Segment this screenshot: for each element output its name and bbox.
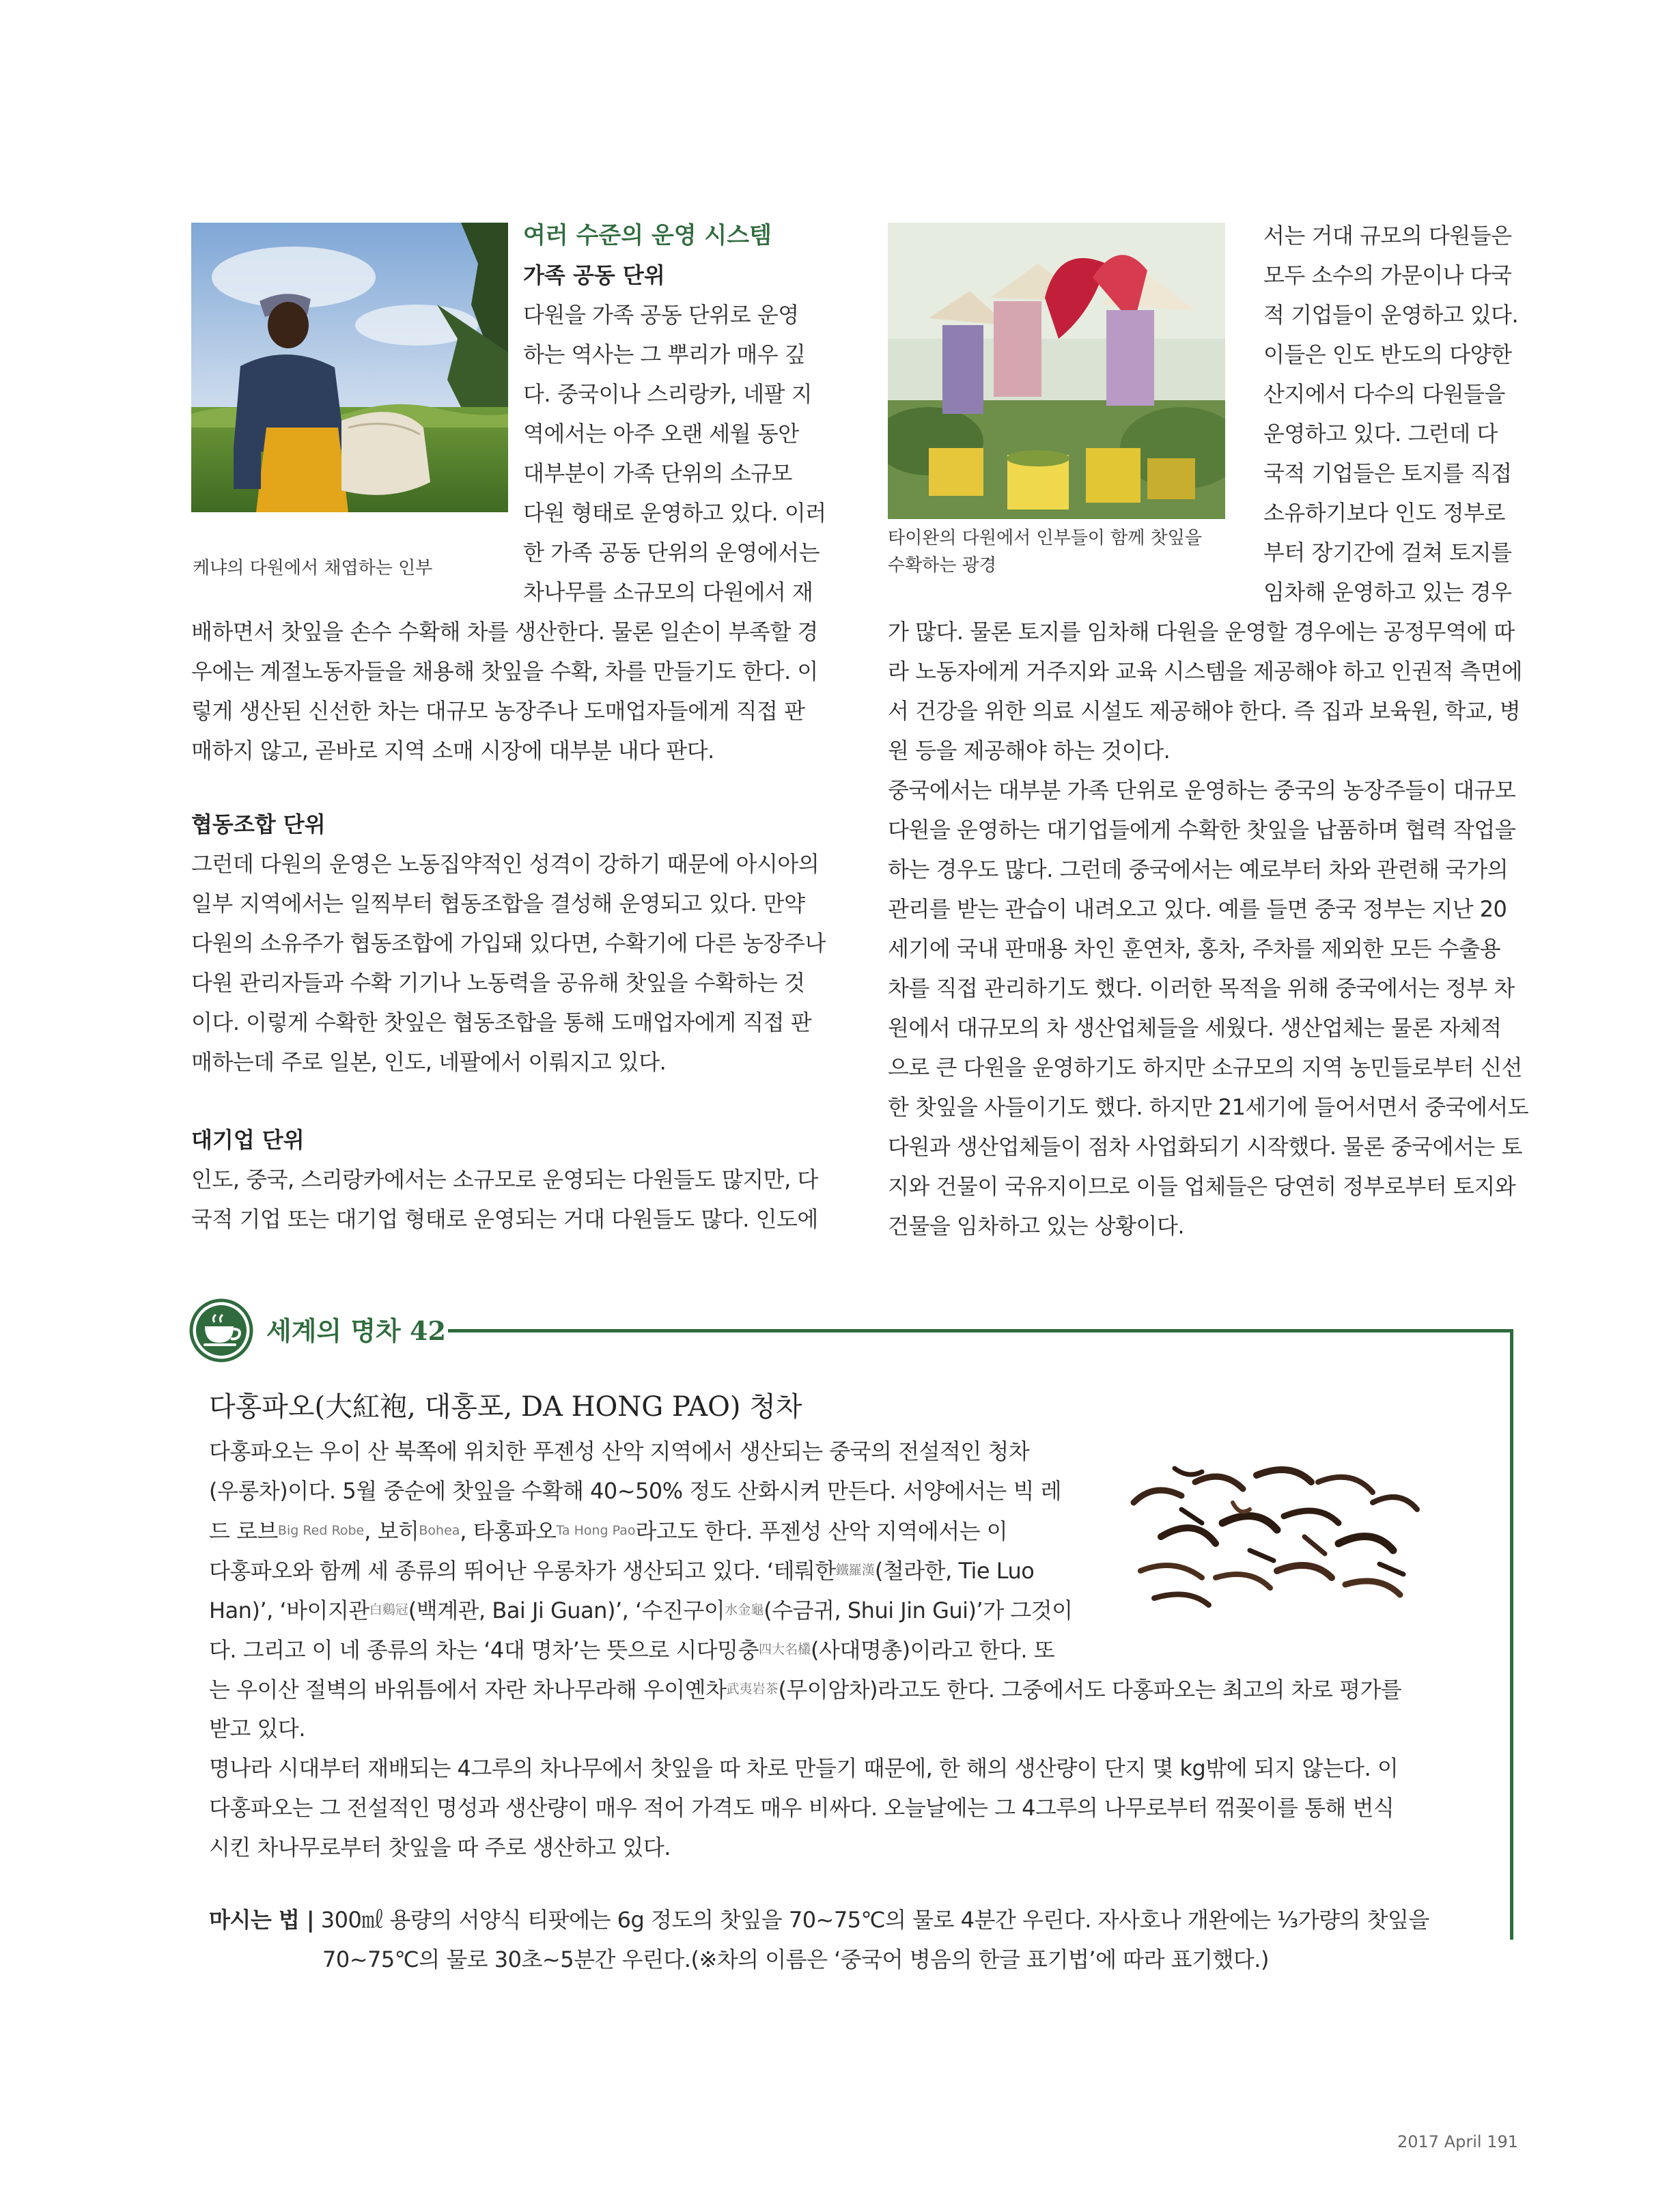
section-title: 여러 수준의 운영 시스템 bbox=[523, 222, 772, 249]
coop-unit-text: 그런데 다원의 운영은 노동집약적인 성격이 강하기 때문에 아시아의 일부 지역에서는 일찍부터 협동조합을 결성해 운영되고 있다. 만약 다원의 소유주가 협동조합에 가입돼 있다면, 수확기에 다른 농장주나 다원 관리자들과 수확 기기나 노동력을 공유해 찻잎을 수확하는 것 이다. 이렇게 수확한 찻잎은 협동조합을 통해 도매업자에게 직접 판 매하는데 주로 일본, 인도, 네팔에서 이뤄지고 있다. bbox=[191, 851, 826, 1075]
corp-unit-text: 인도, 중국, 스리랑카에서는 소규모로 운영되는 다원들도 많지만, 다 국적 기업 또는 대기업 형태로 운영되는 거대 다원들도 많다. 인도에 bbox=[191, 1167, 818, 1232]
photo-caption-kenya: 케냐의 다원에서 채엽하는 인부 bbox=[193, 558, 433, 578]
corp-unit-heading: 대기업 단위 bbox=[191, 1127, 305, 1153]
tea-description: 다홍파오는 우이 산 북쪽에 위치한 푸젠성 산악 지역에서 생산되는 중국의 전설적인 청차 (우롱차)이다. 5월 중순에 찻잎을 수확해 40~50% 정도 산화시켜 만든다. 서양에서는 빅 레 드 로브$^{Big Red Robe}$, 보히$^{Bohea}$, 타홍파오$^{Ta Hong Pao}$라고도 한다. 푸젠성 산악 지역에서는 이 다홍파오와 함께 세 종류의 뛰어난 우롱차가 생산되고 있다. ‘테뤄한$^{鐵羅漢}$(철라한, Tie Luo Han)’, ‘바이지관$^{白鷄冠}$(백계관, Bai Ji Guan)’, ‘수진구이$^{水金龜}$(수금귀, Shui Jin Gui)’가 그것이 다. 그리고 이 네 종류의 차는 ‘4대 명차’는 뜻으로 시다밍충$^{四大名欉}$(사대명총)이라고 한다. 또 는 우이산 절벽의 바위틈에서 자란 차나무라해 우이옌차$^{武夷岩茶}$(무이암차)라고도 한다. 그중에서도 다홍파오는 최고의 차로 평가를 받고 있다. 명나라 시대부터 재배되는 4그루의 차나무에서 찻잎을 따 차로 만들기 때문에, 한 해의 생산량이 단지 몇 kg밖에 되지 않는다. 이 다홍파오는 그 전설적인 명성과 생산량이 매우 적어 가격도 매우 비싸다. 오늘날에는 그 4그루의 나무로부터 꺾꽂이를 통해 번식 시킨 차나무로부터 찻잎을 따 주로 생산하고 있다. bbox=[209, 1438, 1402, 1860]
coop-unit-heading: 협동조합 단위 bbox=[191, 811, 326, 837]
series-label: 세계의 명차 42 bbox=[266, 1315, 446, 1346]
photo-caption-taiwan: 타이완의 다원에서 인부들이 함께 찻잎을 수확하는 광경 bbox=[888, 528, 1203, 576]
brewing-method: 마시는 법 | 300㎖ 용량의 서양식 티팟에는 6g 정도의 찻잎을 70~75℃의 물로 4분간 우린다. 자사호나 개완에는 ⅓가량의 찻잎을 70~75℃의 물로 30초~5분간 우린다.(※차의 이름은 ‘중국어 병음의 한글 표기법’에 따라 표기했다.) bbox=[209, 1907, 1429, 1972]
box-top-rule bbox=[448, 1329, 1513, 1332]
box-right-rule bbox=[1510, 1329, 1513, 1940]
right-narrow-text: 서는 거대 규모의 다원들은 모두 소수의 가문이나 다국 적 기업들이 운영하고 있다. 이들은 인도 반도의 다양한 산지에서 다수의 다원들을 운영하고 있다. 그런데 다 국적 기업들은 토지를 직접 소유하기보다 인도 정부로 부터 장기간에 걸쳐 토지를 임차해 운영하고 있는 경우 bbox=[1263, 223, 1519, 605]
kenya-tea-picker-photo bbox=[191, 223, 508, 512]
tea-cup-icon bbox=[188, 1298, 254, 1363]
page-number: 2017 April 191 bbox=[1397, 2132, 1518, 2151]
family-unit-full-text: 배하면서 찻잎을 손수 수확해 차를 생산한다. 물론 일손이 부족할 경 우에는 계절노동자들을 채용해 찻잎을 수확, 차를 만들기도 한다. 이 렇게 생산된 신선한 차는 대규모 농장주나 도매업자들에게 직접 판 매하지 않고, 곧바로 지역 소매 시장에 대부분 내다 판다. bbox=[191, 619, 818, 764]
right-full-text: 가 많다. 물론 토지를 임차해 다원을 운영할 경우에는 공정무역에 따 라 노동자에게 거주지와 교육 시스템을 제공해야 하고 인권적 측면에 서 건강을 위한 의료 시설도 제공해야 한다. 즉 집과 보육원, 학교, 병 원 등을 제공해야 하는 것이다. 중국에서는 대부분 가족 단위로 운영하는 중국의 농장주들이 대규모 다원을 운영하는 대기업들에게 수확한 찻잎을 납품하며 협력 작업을 하는 경우도 많다. 그런데 중국에서는 예로부터 차와 관련해 국가의 관리를 받는 관습이 내려오고 있다. 예를 들면 중국 정부는 지난 20 세기에 국내 판매용 차인 훈연차, 홍차, 주차를 제외한 모든 수출용 차를 직접 관리하기도 했다. 이러한 목적을 위해 중국에서는 정부 차 원에서 대규모의 차 생산업체들을 세웠다. 생산업체는 물론 자체적 으로 큰 다원을 운영하기도 하지만 소규모의 지역 농민들로부터 신선 한 찻잎을 사들이기도 했다. 하지만 21세기에 들어서면서 중국에서도 다원과 생산업체들이 점차 사업화되기 시작했다. 물론 중국에서는 토 지와 건물이 국유지이므로 이들 업체들은 당연히 정부로부터 토지와 건물을 임차하고 있는 상황이다. bbox=[888, 619, 1529, 1239]
family-unit-narrow-text: 다원을 가족 공동 단위로 운영 하는 역사는 그 뿌리가 매우 깊 다. 중국이나 스리랑카, 네팔 지 역에서는 아주 오랜 세월 동안 대부분이 가족 단위의 소규모 다원 형태로 운영하고 있다. 이러 한 가족 공동 단위의 운영에서는 차나무를 소규모의 다원에서 재 bbox=[523, 302, 826, 605]
taiwan-tea-harvest-photo bbox=[888, 223, 1225, 519]
brewing-label: 마시는 법 | bbox=[209, 1907, 315, 1933]
tea-title: 다홍파오(大紅袍, 대홍포, DA HONG PAO) 청차 bbox=[209, 1391, 802, 1423]
family-unit-heading: 가족 공동 단위 bbox=[523, 262, 665, 288]
